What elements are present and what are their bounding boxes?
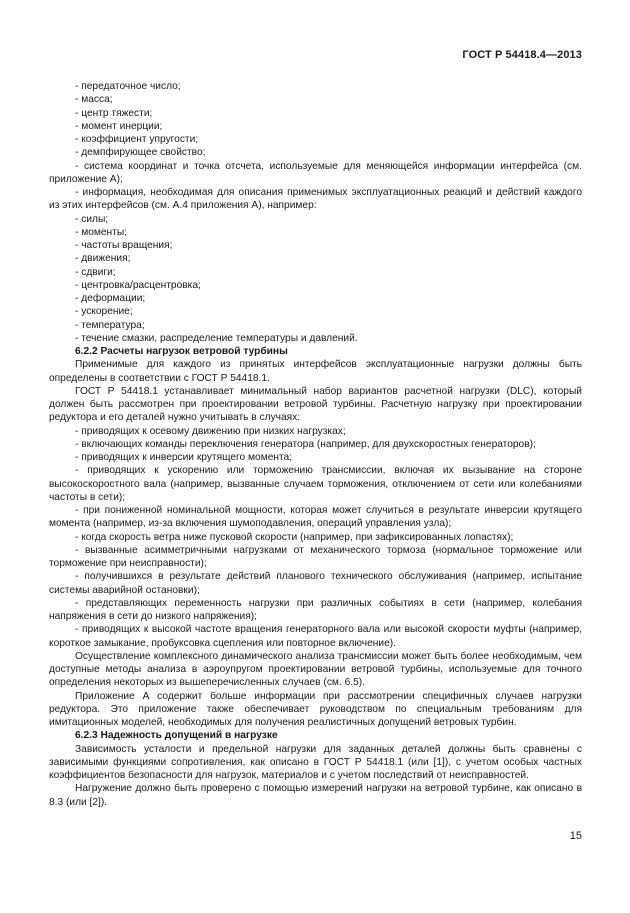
list-item: - представляющих переменность нагрузки при различных событиях в сети (например, колебания напряжения в сети до низкого напряжения); (49, 597, 582, 622)
list-item: - момент инерции; (75, 120, 163, 132)
list-item: - приводящих к ускорению или торможению трансмиссии, включая их вызывание на стороне высокоскоростного вала (например, вызванные случаем торможения, отключением от сети или колебаниями частоты в сети); (49, 465, 582, 503)
section-heading-6-2-2: 6.2.2 Расчеты нагрузок ветровой турбины (75, 346, 288, 357)
list-item: - масса; (75, 94, 113, 106)
list-item: - ускорение; (75, 306, 133, 318)
list-item: - частоты вращения; (75, 240, 173, 251)
load-cases-list (49, 425, 582, 650)
list-item: - включающих команды переключения генератора (например, для двухскоростных генераторов); (75, 438, 536, 450)
paragraph: Нагружение должно быть проверено с помощью измерений нагрузки на ветровой турбине, как описано в 8.3 (или [2]). (49, 783, 582, 808)
interface-info-list (49, 80, 582, 345)
list-item: - коэффициент упругости; (75, 134, 199, 145)
list-item: - сдвиги; (75, 266, 116, 278)
list-item: - приводящих к осевому движению при низких нагрузках; (75, 425, 346, 437)
document-body (49, 80, 582, 809)
list-item: - при пониженной номинальной мощности, которая может случиться в результате инверсии крутящего момента (например, из-за включения шумоподавления, операций управления узла); (49, 505, 582, 530)
list-item: - температура; (75, 319, 145, 331)
paragraph: Зависимость усталости и предельной нагрузки для заданных деталей должны быть сравнены с зависимыми функциями сопротивления, как описано в ГОСТ Р 54418.1 (или [1]), с учетом особых частных коэффициентов безопасности для нагрузок, материалов и с учетом последствий от неисправностей. (49, 743, 582, 781)
list-item: - движения; (75, 253, 131, 265)
paragraph: Применимые для каждого из принятых интерфейсов эксплуатационные нагрузки должны быть определены в соответствии с ГОСТ Р 54418.1. (49, 359, 582, 384)
list-item: - моменты; (75, 226, 128, 238)
paragraph: Осуществление комплексного динамического анализа трансмиссии может быть более необходимым, чем доступные методы анализа в аэроупругом проектировании ветровой турбины, используемые для точного определения некоторых из вышеперечисленных случаев (см. 6.5). (49, 650, 582, 689)
section-heading-6-2-3: 6.2.3 Надежность допущений в нагрузке (75, 730, 278, 742)
list-item: - силы; (75, 213, 109, 225)
list-item: - деформации; (75, 293, 146, 304)
list-item: - информация, необходимая для описания применимых эксплуатационных реакций и действий каждого из этих интерфейсов (см. А.4 приложения А), например: (49, 187, 582, 212)
page-number: 15 (569, 830, 582, 842)
list-item: - демпфирующее свойство; (75, 147, 206, 159)
list-item: - получившихся в результате действий планового технического обслуживания (например, испытание системы аварийной остановки); (49, 571, 582, 596)
paragraph: Приложение А содержит больше информации при рассмотрении специфичных случаев нагрузки редуктора. Это приложение также обеспечивает руководством по специальным требованиям для имитационных моделей, необходимых для получения реалистичных допущений ветровых турбин. (49, 690, 582, 728)
standard-header: ГОСТ Р 54418.4—2013 (462, 49, 582, 61)
paragraph: ГОСТ Р 54418.1 устанавливает минимальный набор вариантов расчетной нагрузки (DLC), который должен быть рассмотрен при проектировании ветровой турбины. Расчетную нагрузку при проектировании редуктора и его деталей нужно учитывать в случаях: (49, 385, 582, 424)
list-item: - течение смазки, распределение температуры и давлений. (75, 332, 358, 344)
list-item: - приводящих к инверсии крутящего момента; (75, 452, 293, 463)
list-item: - приводящих к высокой частоте вращения генераторного вала или высокой скорости муфты (например, короткое замыкание, пробуксовка сцепления или повторное включение). (49, 624, 582, 649)
list-item: - передаточное число; (75, 81, 181, 92)
list-item: - центровка/расцентровка; (75, 279, 201, 291)
list-item: - вызванные асимметричными нагрузками от механического тормоза (нормальное торможение или торможение при неисправности); (49, 544, 582, 569)
list-item: - система координат и точка отсчета, используемые для меняющейся информации интерфейса (см. приложение А); (49, 160, 582, 185)
list-item: - центр тяжести; (75, 107, 153, 119)
list-item: - когда скорость ветра ниже пусковой скорости (например, при зафиксированных лопастях); (75, 531, 514, 543)
